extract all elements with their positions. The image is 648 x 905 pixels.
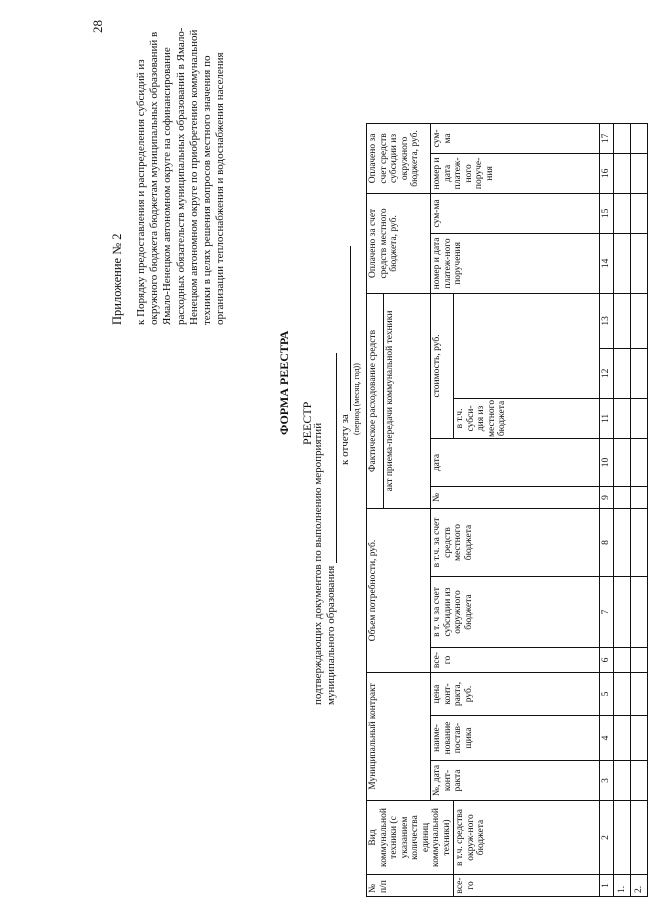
- colnum-7: 7: [600, 577, 614, 648]
- period-hint: (период (месяц, год)): [352, 363, 361, 435]
- header-contract-no-date: №, дата конт-ракта: [431, 761, 600, 801]
- table-cell: [631, 123, 648, 153]
- colnum-14: 14: [600, 233, 614, 293]
- table-cell: [631, 153, 648, 193]
- header-need: Объем потребности, руб.: [367, 509, 431, 673]
- colnum-15: 15: [600, 193, 614, 233]
- table-cell: [631, 487, 648, 509]
- header-cost-total: все-го: [454, 875, 600, 897]
- table-cell: [631, 348, 648, 398]
- header-act-no: №: [431, 487, 600, 509]
- table-cell: [631, 648, 648, 673]
- colnum-11: 11: [600, 398, 614, 438]
- table-row: [631, 123, 648, 896]
- header-cost-district: в т.ч. средства окруж-ного бюджета: [454, 801, 600, 875]
- table-cell: [614, 801, 631, 875]
- colnum-17: 17: [600, 123, 614, 153]
- colnum-3: 3: [600, 761, 614, 801]
- colnum-13: 13: [600, 293, 614, 348]
- row-number: 2.: [631, 875, 648, 897]
- municipality-label: муниципального образования: [325, 565, 337, 705]
- table-cell: [614, 648, 631, 673]
- table-cell: [614, 398, 631, 438]
- registry-table: [366, 123, 648, 897]
- colnum-5: 5: [600, 673, 614, 716]
- table-cell: [614, 193, 631, 233]
- colnum-2: 2: [600, 801, 614, 875]
- table-cell: [614, 348, 631, 398]
- header-paid-subsidy-sum: сум-ма: [431, 123, 600, 153]
- report-label: к отчету за: [339, 414, 351, 465]
- municipality-line: [325, 353, 337, 705]
- header-cost: стоимость, руб.: [431, 293, 454, 438]
- header-paid-local-sum: сум-ма: [431, 193, 600, 233]
- table-cell: [614, 673, 631, 716]
- column-numbers-row: [600, 123, 614, 896]
- table-cell: [631, 716, 648, 761]
- appendix-text: к Порядку предоставления и распределения субсидий из окружного бюджета бюджетам муниципальных образований в Ямало-Ненецком автономном округе на софинансирование расходных обязательств муниципальных образований в Ямало-Ненецком автономном округе по приобретению коммунальной техники в целях решения вопросов местного значения по организации теплоснабжения и водоснабжения населения: [135, 27, 227, 325]
- table-cell: [614, 577, 631, 648]
- registry-word: РЕЕСТР: [300, 401, 314, 445]
- header-fact: Фактическое расходование средств: [367, 293, 384, 508]
- municipality-blank: [325, 353, 337, 563]
- page-number: 28: [90, 20, 105, 33]
- header-need-subsidy: в т. ч за счет субсидии из окружного бюджета: [431, 577, 600, 648]
- table-cell: [614, 233, 631, 293]
- header-supplier: наиме-нование постав-щика: [431, 716, 600, 761]
- table-cell: [631, 673, 648, 716]
- colnum-16: 16: [600, 153, 614, 193]
- form-title: ФОРМА РЕЕСТРА: [277, 330, 291, 435]
- header-paid-local-doc: номер и дата платеж-ного поручения: [431, 233, 600, 293]
- table-cell: [614, 487, 631, 509]
- header-paid-subsidy-doc: номер и дата платеж-ного поруче-ния: [431, 153, 600, 193]
- table-cell: [631, 398, 648, 438]
- header-price: цена конт-ракта, руб.: [431, 673, 600, 716]
- table-cell: [631, 761, 648, 801]
- header-contract: Муниципальный контракт: [367, 673, 431, 801]
- table-cell: [631, 509, 648, 577]
- header-kind: Вид коммунальной техники (с указанием количества единиц коммунальной техники): [367, 801, 454, 875]
- header-need-local: в т.ч. за счет средств местного бюджета: [431, 509, 600, 577]
- table-cell: [614, 716, 631, 761]
- report-line: [339, 246, 351, 465]
- table-cell: [614, 293, 631, 348]
- header-fact-act: акт приема-передачи коммунальной техники: [384, 293, 431, 508]
- appendix-title: Приложение № 2: [110, 233, 124, 325]
- header-num: № п/п: [367, 875, 454, 897]
- table-cell: [614, 761, 631, 801]
- table-row: [614, 123, 631, 896]
- header-cost-local: в т.ч. субси-дия из местного бюджета: [454, 398, 600, 438]
- colnum-12: 12: [600, 348, 614, 398]
- colnum-8: 8: [600, 509, 614, 577]
- colnum-1: 1: [600, 875, 614, 897]
- table-cell: [631, 577, 648, 648]
- header-paid-local: Оплачено за счет средств местного бюджета, руб.: [367, 193, 431, 293]
- colnum-4: 4: [600, 716, 614, 761]
- colnum-10: 10: [600, 439, 614, 487]
- colnum-9: 9: [600, 487, 614, 509]
- table-cell: [614, 509, 631, 577]
- colnum-6: 6: [600, 648, 614, 673]
- registry-subtitle: подтверждающих документов по выполнению мероприятий: [312, 422, 324, 705]
- table-cell: [631, 233, 648, 293]
- table-cell: [631, 439, 648, 487]
- table-cell: [631, 801, 648, 875]
- report-period-blank: [339, 246, 351, 411]
- table-cell: [614, 439, 631, 487]
- header-paid-subsidy: Оплачено за счет средств субсидии из окружного бюджета, руб.: [367, 123, 431, 193]
- header-act-date: дата: [431, 439, 600, 487]
- table-cell: [631, 193, 648, 233]
- header-need-total: все-го: [431, 648, 600, 673]
- row-number: 1.: [614, 875, 631, 897]
- table-cell: [614, 123, 631, 153]
- table-cell: [614, 153, 631, 193]
- table-cell: [631, 293, 648, 348]
